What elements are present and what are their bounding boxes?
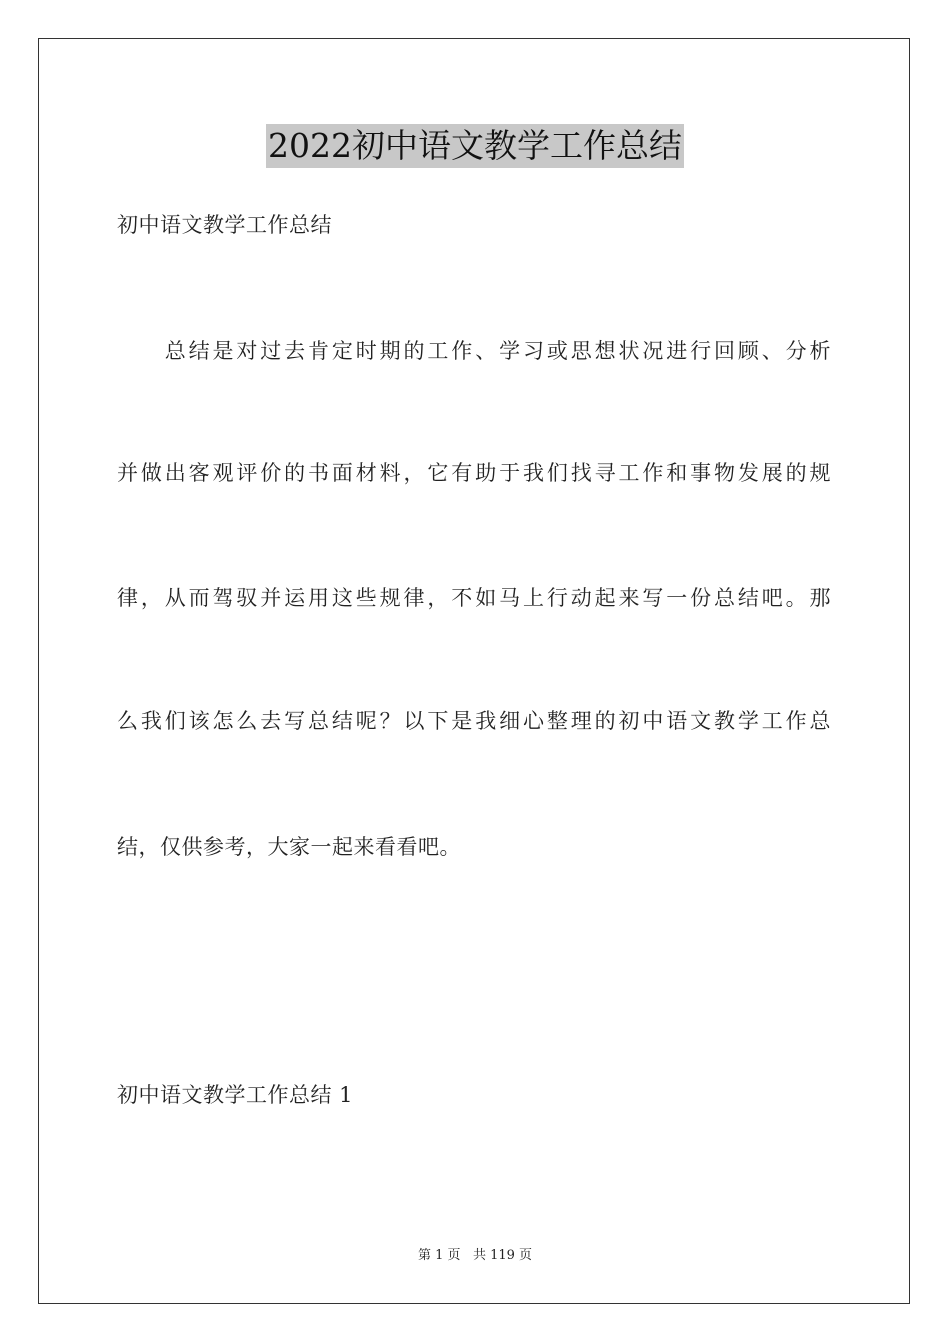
document-title: 2022初中语文教学工作总结: [266, 124, 684, 168]
document-subtitle: 初中语文教学工作总结: [117, 213, 332, 237]
page-total: 共 119 页: [472, 1248, 533, 1263]
paragraph-line-5: 结，仅供参考，大家一起来看看吧。: [117, 835, 461, 859]
section-heading: 初中语文教学工作总结 1: [117, 1083, 354, 1107]
page-number: 第 1 页: [417, 1248, 461, 1263]
paragraph-line-3: 律，从而驾驭并运用这些规律，不如马上行动起来写一份总结吧。那: [117, 586, 831, 610]
paragraph-line-2: 并做出客观评价的书面材料，它有助于我们找寻工作和事物发展的规: [117, 461, 831, 485]
paragraph-line-1: 总结是对过去肯定时期的工作、学习或思想状况进行回顾、分析: [117, 339, 831, 363]
paragraph-line-4: 么我们该怎么去写总结呢？以下是我细心整理的初中语文教学工作总: [117, 709, 831, 733]
title-container: [0, 124, 950, 168]
page-footer: [0, 1246, 950, 1266]
